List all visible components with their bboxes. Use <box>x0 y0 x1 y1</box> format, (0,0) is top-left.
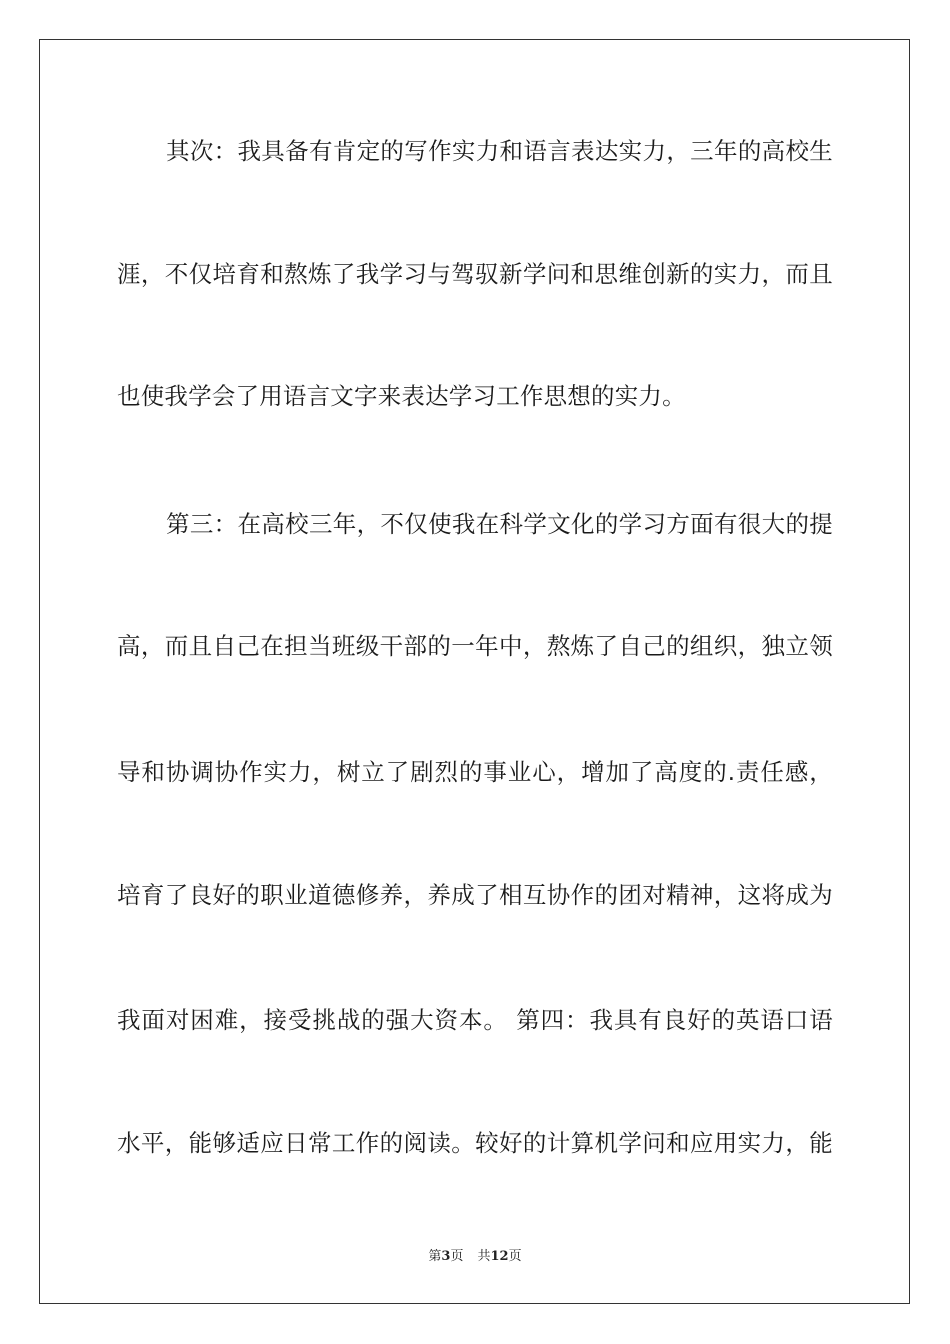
page-footer <box>0 1248 950 1266</box>
paragraph-line-3: 也使我学会了用语言文字来表达学习工作思想的实力。 <box>117 382 686 410</box>
footer-page-unit: 页 <box>450 1249 464 1264</box>
footer-total-prefix: 共 <box>477 1249 491 1264</box>
footer-page-prefix: 第 <box>428 1249 442 1264</box>
paragraph-line-7: 培育了良好的职业道德修养，养成了相互协作的团对精神，这将成为 <box>117 881 833 909</box>
paragraph-line-4: 第三：在高校三年，不仅使我在科学文化的学习方面有很大的提 <box>166 510 833 538</box>
paragraph-line-2: 涯，不仅培育和熬炼了我学习与驾驭新学问和思维创新的实力，而且 <box>117 260 833 288</box>
paragraph-line-1: 其次：我具备有肯定的写作实力和语言表达实力，三年的高校生 <box>166 137 833 165</box>
footer-page-current: 3 <box>441 1249 451 1264</box>
footer-page-total: 12 <box>490 1249 509 1264</box>
paragraph-line-8: 我面对困难，接受挑战的强大资本。 第四：我具有良好的英语口语 <box>117 1006 833 1034</box>
paragraph-line-9: 水平，能够适应日常工作的阅读。较好的计算机学问和应用实力，能 <box>117 1129 833 1157</box>
page-border <box>39 39 910 1304</box>
footer-total-unit: 页 <box>508 1249 522 1264</box>
paragraph-line-5: 高，而且自己在担当班级干部的一年中，熬炼了自己的组织，独立领 <box>117 632 833 660</box>
paragraph-line-6: 导和协调协作实力，树立了剧烈的事业心，增加了高度的.责任感， <box>117 758 833 786</box>
